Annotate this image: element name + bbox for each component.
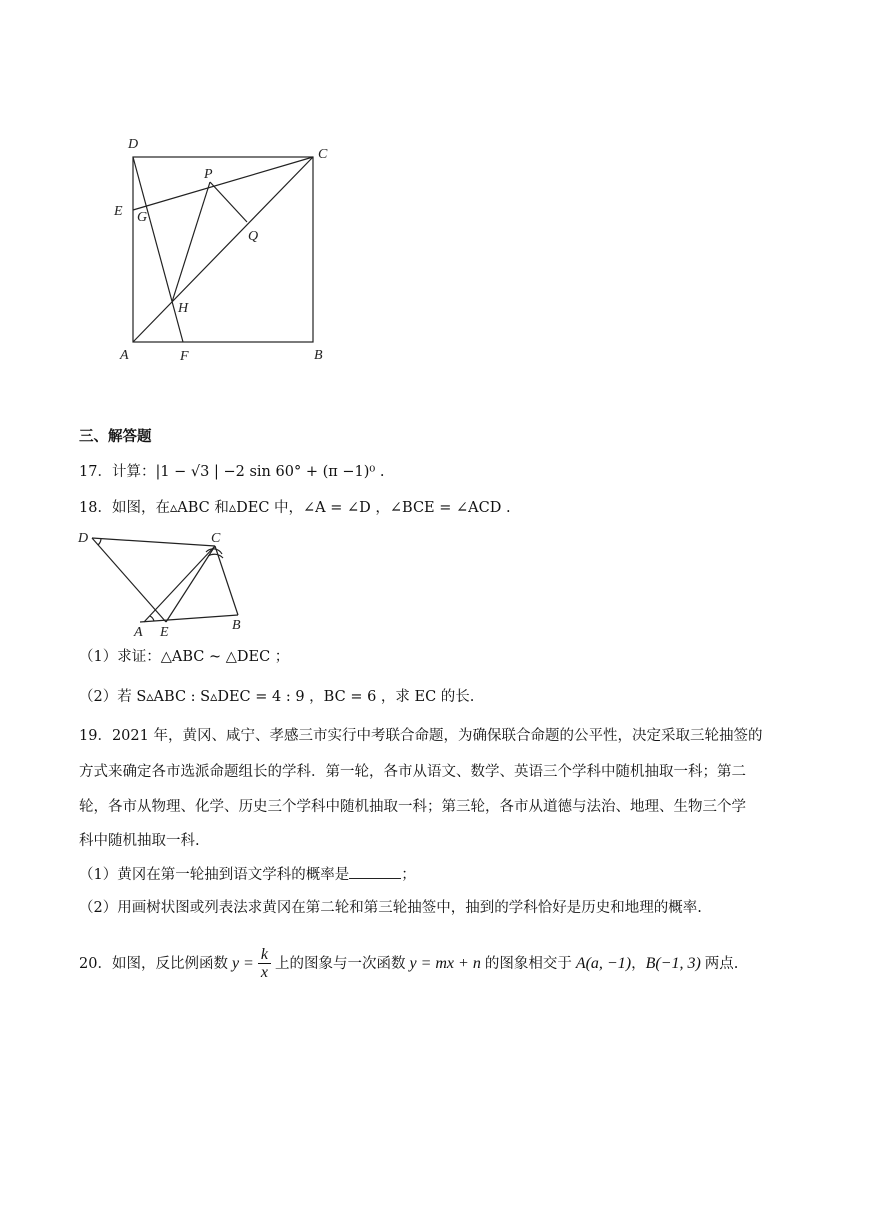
fraction-k-over-x bbox=[258, 946, 271, 981]
question-18-stem: 18．如图，在▵ABC 和▵DEC 中，∠A = ∠D ，∠BCE = ∠ACD . bbox=[79, 500, 511, 516]
question-20-sep: ， bbox=[631, 955, 646, 972]
question-19-part1-text: （1）黄冈在第一轮抽到语文学科的概率是 bbox=[79, 867, 350, 883]
point-b: B(−1, 3) bbox=[645, 954, 701, 972]
answer-blank[interactable] bbox=[349, 864, 401, 879]
angle-mark-a bbox=[150, 616, 154, 621]
angle-mark-c2 bbox=[208, 554, 223, 558]
function-lhs: y = bbox=[231, 954, 254, 972]
label-e: E bbox=[160, 625, 169, 640]
label-a: A bbox=[120, 348, 129, 363]
section-title: 三、解答题 bbox=[79, 428, 152, 445]
fraction-numerator: k bbox=[258, 946, 271, 964]
segment-de bbox=[92, 538, 166, 622]
label-h: H bbox=[178, 301, 189, 316]
label-c: C bbox=[318, 147, 328, 162]
label-e: E bbox=[114, 204, 123, 219]
line-ec bbox=[133, 157, 313, 210]
question-20-before: 20．如图，反比例函数 bbox=[79, 955, 228, 972]
question-17: 17．计算：|1 − √3 | −2 sin 60° + (π −1)⁰ . bbox=[79, 464, 385, 480]
point-a: A(a, −1) bbox=[575, 954, 632, 972]
diagonal-ac bbox=[133, 157, 313, 342]
segment-ab bbox=[140, 615, 238, 622]
segment-cb bbox=[215, 546, 238, 615]
segment-dc bbox=[92, 538, 215, 546]
label-d: D bbox=[78, 531, 89, 546]
segment-ce bbox=[166, 546, 215, 622]
question-20 bbox=[79, 946, 738, 981]
line-pq bbox=[210, 182, 247, 222]
question-20-middle: 上的图象与一次函数 bbox=[274, 955, 406, 972]
label-b: B bbox=[232, 618, 241, 633]
question-19-part2: （2）用画树状图或列表法求黄冈在第二轮和第三轮抽签中，抽到的学科恰好是历史和地理的概率. bbox=[79, 900, 702, 916]
label-d: D bbox=[128, 137, 139, 152]
fraction-denominator: x bbox=[260, 964, 268, 981]
question-19-line2: 方式来确定各市选派命题组长的学科．第一轮，各市从语文、数学、英语三个学科中随机抽取一科；第二 bbox=[79, 764, 746, 780]
linear-function: y = mx + n bbox=[409, 954, 481, 972]
segment-ca bbox=[144, 546, 215, 622]
question-18-part1: （1）求证：△ABC ~ △DEC ； bbox=[79, 649, 290, 665]
question-19-line3: 轮，各市从物理、化学、历史三个学科中随机抽取一科；第三轮，各市从道德与法治、地理、生物三个学 bbox=[79, 799, 746, 815]
label-f: F bbox=[180, 349, 189, 364]
label-c: C bbox=[211, 531, 221, 546]
label-p: P bbox=[204, 167, 213, 182]
question-19-line4: 科中随机抽取一科. bbox=[79, 833, 200, 849]
line-ph bbox=[172, 182, 210, 302]
question-19-part1 bbox=[79, 864, 416, 885]
line-df bbox=[133, 157, 183, 342]
question-19-line1: 19．2021 年，黄冈、咸宁、孝感三市实行中考联合命题，为确保联合命题的公平性，决定采取三轮抽签的 bbox=[79, 728, 763, 744]
question-19-part1-end: ； bbox=[401, 867, 416, 883]
label-b: B bbox=[314, 348, 323, 363]
geometry-figure-triangles bbox=[74, 528, 254, 640]
geometry-figure-square bbox=[100, 130, 340, 370]
label-a: A bbox=[134, 625, 143, 640]
question-20-middle2: 的图象相交于 bbox=[484, 955, 572, 972]
question-20-after: 两点. bbox=[704, 955, 739, 972]
label-q: Q bbox=[248, 229, 259, 244]
label-g: G bbox=[137, 210, 148, 225]
question-18-part2: （2）若 S▵ABC : S▵DEC = 4 : 9 ，BC = 6 ，求 EC 的长. bbox=[79, 689, 475, 705]
